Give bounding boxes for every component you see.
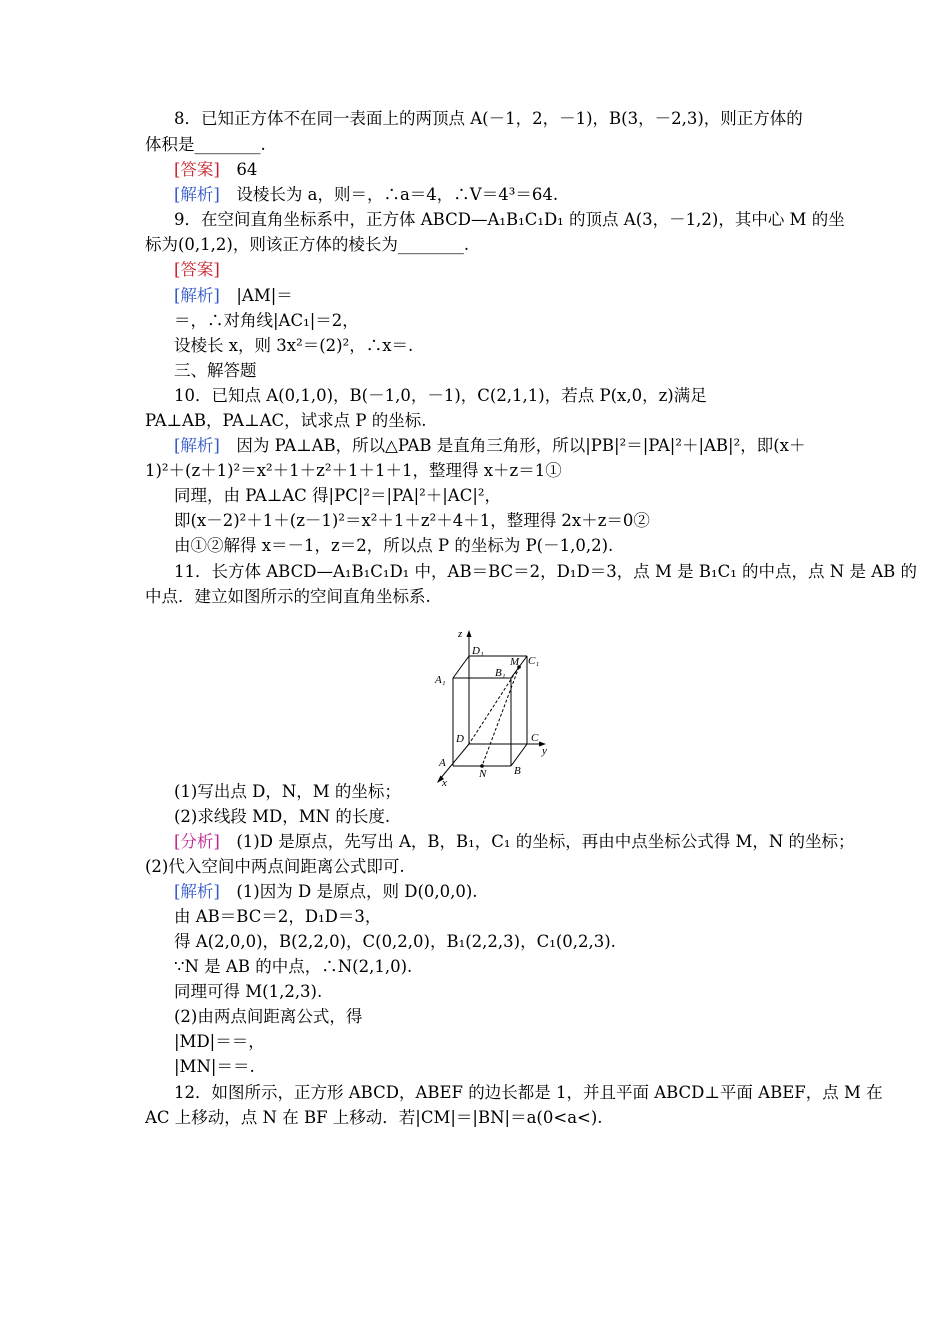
text-line xyxy=(174,386,707,406)
line-text: 设棱长为 a，则＝，∴a＝4，∴V＝4³＝64. xyxy=(219,185,559,204)
line-text: 即(x－2)²＋1＋(z－1)²＝x²＋1＋z²＋4＋1，整理得 2x＋z＝0② xyxy=(174,511,650,530)
segment-mn xyxy=(482,667,519,766)
text-line xyxy=(174,1083,883,1103)
line-text: (2)求线段 MD，MN 的长度. xyxy=(174,807,391,826)
edge-bc xyxy=(511,744,527,766)
text-line xyxy=(174,1057,255,1077)
text-line xyxy=(174,311,359,331)
line-text: ∵N 是 AB 的中点，∴N(2,1,0). xyxy=(174,957,413,976)
text-line xyxy=(174,562,917,582)
text-line xyxy=(174,336,413,356)
text-line xyxy=(174,185,558,205)
line-text: 同理，由 PA⊥AC 得|PC|²＝|PA|²＋|AC|²， xyxy=(174,486,502,505)
line-text: (1)D 是原点，先写出 A，B，B₁，C₁ 的坐标，再由中点坐标公式得 M，N 的坐标； xyxy=(219,832,855,851)
line-text: 10．已知点 A(0,1,0)，B(－1,0，－1)，C(2,1,1)，若点 P(x,0，z)满足 xyxy=(174,386,707,405)
label-d1: D₁ xyxy=(472,645,484,657)
section-tag: [解析] xyxy=(174,882,220,901)
line-text: 标为(0,1,2)，则该正方体的棱长为________. xyxy=(145,235,470,254)
label-b1: B₁ xyxy=(495,667,506,679)
text-line xyxy=(145,461,562,481)
text-line xyxy=(145,1108,603,1128)
section-tag: [分析] xyxy=(174,832,220,851)
line-text: |MD|＝＝， xyxy=(174,1032,265,1051)
text-line xyxy=(174,1007,362,1027)
line-text: 体积是________. xyxy=(145,135,266,154)
text-line xyxy=(145,587,431,607)
line-text: |MN|＝＝. xyxy=(174,1057,255,1076)
text-line xyxy=(174,160,257,180)
line-text: 由①②解得 x＝－1，z＝2，所以点 P 的坐标为 P(－1,0,2). xyxy=(174,536,614,555)
text-line xyxy=(174,832,855,852)
line-text: 64 xyxy=(219,160,258,179)
text-line xyxy=(174,882,478,902)
line-text: 8．已知正方体不在同一表面上的两顶点 A(－1，2，－1)，B(3，－2,3)，则正方体的 xyxy=(174,109,803,128)
label-c: C xyxy=(531,732,539,744)
line-text: PA⊥AB，PA⊥AC，试求点 P 的坐标. xyxy=(145,411,427,430)
text-line xyxy=(174,536,613,556)
line-text: ＝，∴对角线|AC₁|＝2， xyxy=(174,311,359,330)
text-line xyxy=(174,932,616,952)
text-line xyxy=(174,1032,265,1052)
line-text: (1)因为 D 是原点，则 D(0,0,0). xyxy=(219,882,478,901)
label-n: N xyxy=(479,768,487,780)
line-text: 11．长方体 ABCD—A₁B₁C₁D₁ 中，AB＝BC＝2，D₁D＝3，点 M 是 B₁C₁ 的中点，点 N 是 AB 的 xyxy=(174,562,918,581)
line-text: 三、解答题 xyxy=(174,361,257,380)
text-line xyxy=(174,286,293,306)
line-text: 由 AB＝BC＝2，D₁D＝3， xyxy=(174,907,382,926)
text-line xyxy=(174,907,381,927)
text-line xyxy=(145,235,469,255)
text-line xyxy=(174,361,257,381)
line-text: 中点．建立如图所示的空间直角坐标系. xyxy=(145,587,431,606)
cuboid-coordinate-figure xyxy=(432,626,562,792)
text-line xyxy=(174,807,390,827)
line-text: (2)由两点间距离公式，得 xyxy=(174,1007,363,1026)
line-text: 9．在空间直角坐标系中，正方体 ABCD—A₁B₁C₁D₁ 的顶点 A(3，－1,2)，其中心 M 的坐 xyxy=(174,210,845,229)
line-text: |AM|＝ xyxy=(219,286,293,305)
line-text: 得 A(2,0,0)，B(2,2,0)，C(0,2,0)，B₁(2,2,3)，C₁(0,2,3). xyxy=(174,932,616,951)
line-text: (2)代入空间中两点间距离公式即可. xyxy=(145,857,405,876)
line-text: 12．如图所示，正方形 ABCD，ABEF 的边长都是 1，并且平面 ABCD⊥平面 ABEF，点 M 在 xyxy=(174,1083,883,1102)
text-line xyxy=(145,857,405,877)
line-text: AC 上移动，点 N 在 BF 上移动．若|CM|＝|BN|＝a(0<a<). xyxy=(145,1108,603,1127)
text-line xyxy=(174,260,220,280)
label-c1: C₁ xyxy=(528,655,540,667)
text-line xyxy=(145,411,426,431)
text-line xyxy=(174,109,803,129)
text-line xyxy=(174,436,805,456)
edge-a1d1 xyxy=(453,656,469,678)
section-tag: [解析] xyxy=(174,185,220,204)
text-line xyxy=(174,957,412,977)
section-tag: [答案] xyxy=(174,160,220,179)
text-line xyxy=(174,511,650,531)
line-text: 1)²＋(z＋1)²＝x²＋1＋z²＋1＋1＋1，整理得 x＋z＝1① xyxy=(145,461,562,480)
line-text: (1)写出点 D，N，M 的坐标； xyxy=(174,782,401,801)
section-tag: [答案] xyxy=(174,260,220,279)
label-a: A xyxy=(439,757,446,769)
text-line xyxy=(174,982,322,1002)
text-line xyxy=(174,210,845,230)
line-text: 设棱长 x，则 3x²＝(2)²，∴x＝. xyxy=(174,336,414,355)
section-tag: [解析] xyxy=(174,286,220,305)
text-line xyxy=(174,782,401,802)
label-x: x xyxy=(442,777,447,789)
label-a1: A₁ xyxy=(435,674,446,686)
label-m: M xyxy=(510,656,520,668)
section-tag: [解析] xyxy=(174,436,220,455)
label-b: B xyxy=(514,765,521,777)
line-text: 因为 PA⊥AB，所以△PAB 是直角三角形，所以|PB|²＝|PA|²＋|AB|²，即(x＋ xyxy=(219,436,806,455)
text-line xyxy=(174,486,501,506)
line-text: 同理可得 M(1,2,3). xyxy=(174,982,323,1001)
label-d: D xyxy=(456,733,464,745)
text-line xyxy=(145,135,266,155)
label-z: z xyxy=(458,628,463,640)
z-axis-arrow xyxy=(467,630,472,637)
label-y: y xyxy=(542,745,547,757)
